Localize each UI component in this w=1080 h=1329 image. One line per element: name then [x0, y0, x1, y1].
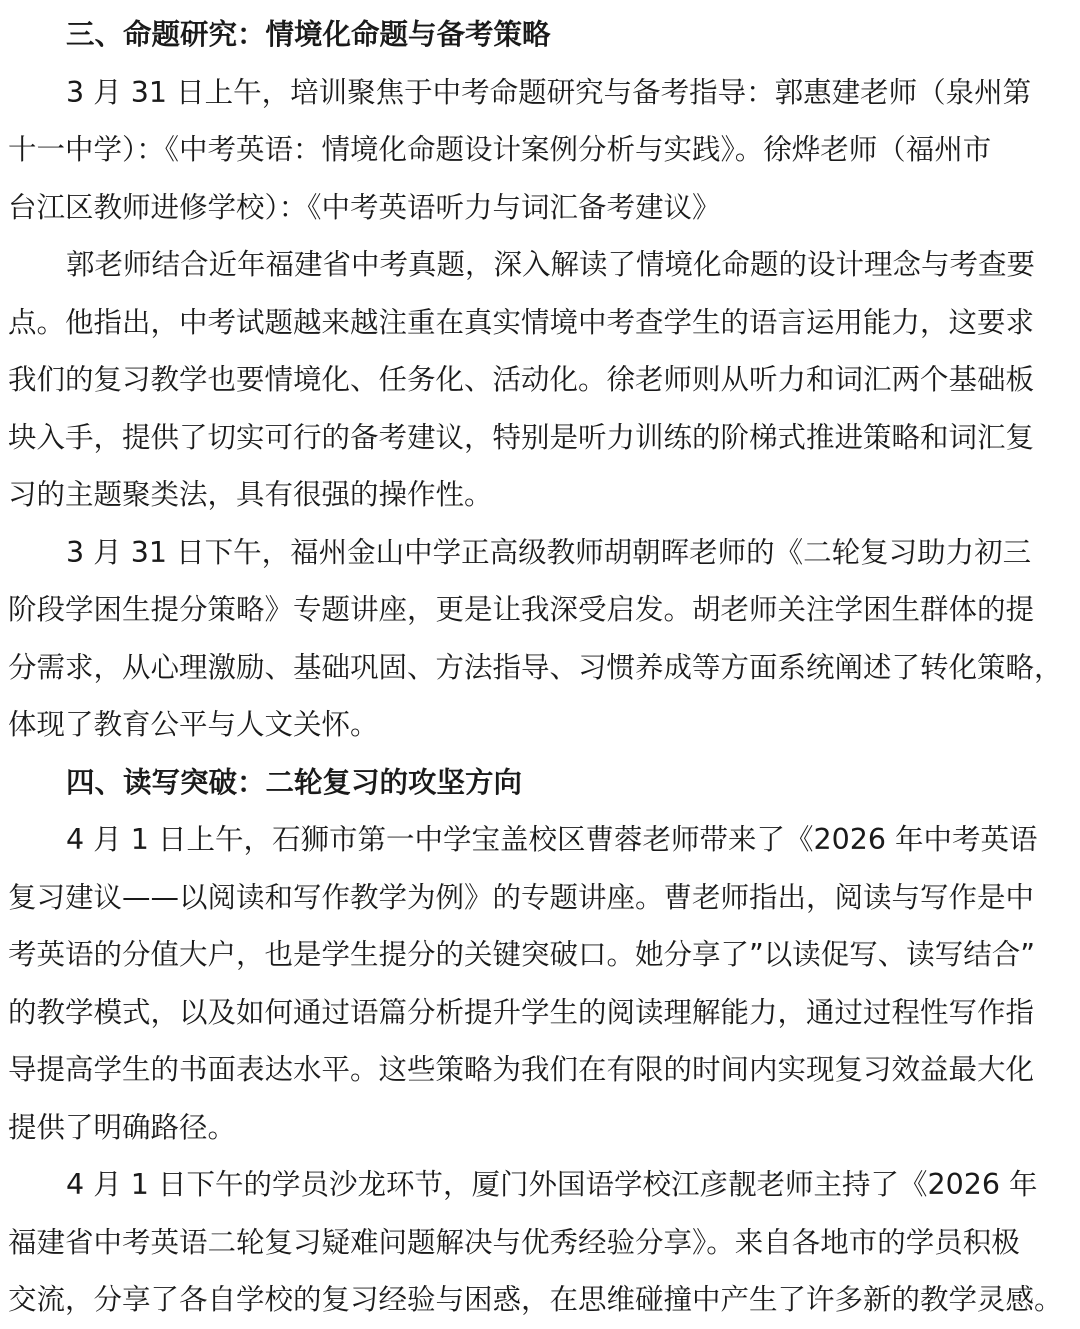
section-3-paragraph-2 [8, 236, 1070, 524]
paragraph-line: 福建省中考英语二轮复习疑难问题解决与优秀经验分享》。来自各地市的学员积极 [8, 1225, 1020, 1259]
paragraph-line: 4 月 1 日下午的学员沙龙环节，厦门外国语学校江彦靓老师主持了《2026 年 [66, 1168, 1038, 1201]
paragraph-line: 十一中学）：《中考英语：情境化命题设计案例分析与实践》。徐烨老师（福州市 [8, 133, 992, 166]
paragraph-line: 3 月 31 日上午，培训聚焦于中考命题研究与备考指导：郭惠建老师（泉州第 [66, 75, 1032, 109]
paragraph-line: 的教学模式，以及如何通过语篇分析提升学生的阅读理解能力，通过过程性写作指 [8, 995, 1035, 1029]
paragraph-line: 我们的复习教学也要情境化、任务化、活动化。徐老师则从听力和词汇两个基础板 [8, 363, 1035, 396]
section-3-heading: 三、命题研究：情境化命题与备考策略 [66, 18, 551, 51]
section-4-heading: 四、读写突破：二轮复习的攻坚方向 [66, 765, 523, 799]
paragraph-line: 分需求，从心理激励、基础巩固、方法指导、习惯养成等方面系统阐述了转化策略， [8, 650, 1063, 684]
paragraph-line: 复习建议——以阅读和写作教学为例》的专题讲座。曹老师指出，阅读与写作是中 [8, 880, 1035, 914]
paragraph-line: 点。他指出，中考试题越来越注重在真实情境中考查学生的语言运用能力，这要求 [8, 305, 1035, 339]
paragraph-line: 导提高学生的书面表达水平。这些策略为我们在有限的时间内实现复习效益最大化 [8, 1053, 1035, 1086]
paragraph-line: 考英语的分值大户，也是学生提分的关键突破口。她分享了”以读促写、读写结合” [8, 938, 1036, 971]
section-3-paragraph-3 [8, 524, 1070, 754]
paragraph-line: 郭老师结合近年福建省中考真题，深入解读了情境化命题的设计理念与考查要 [66, 248, 1036, 281]
paragraph-line: 块入手，提供了切实可行的备考建议，特别是听力训练的阶梯式推进策略和词汇复 [8, 420, 1035, 454]
paragraph-line: 交流，分享了各自学校的复习经验与困惑，在思维碰撞中产生了许多新的教学灵感。 [8, 1283, 1063, 1316]
paragraph-line: 阶段学困生提分策略》专题讲座，更是让我深受启发。胡老师关注学困生群体的提 [8, 593, 1035, 626]
paragraph-line: 体现了教育公平与人文关怀。 [8, 708, 379, 741]
paragraph-line: 台江区教师进修学校）：《中考英语听力与词汇备考建议》 [8, 190, 721, 224]
paragraph-line: 提供了明确路径。 [8, 1110, 237, 1144]
paragraph-line: 3 月 31 日下午，福州金山中学正高级教师胡朝晖老师的《二轮复习助力初三 [66, 535, 1032, 569]
paragraph-line: 4 月 1 日上午，石狮市第一中学宝盖校区曹蓉老师带来了《2026 年中考英语 [66, 823, 1038, 856]
section-3-paragraph-1 [8, 64, 1070, 237]
section-4-paragraph-2 [8, 1156, 1070, 1329]
section-4-paragraph-1 [8, 811, 1070, 1156]
paragraph-line: 习的主题聚类法，具有很强的操作性。 [8, 478, 493, 511]
